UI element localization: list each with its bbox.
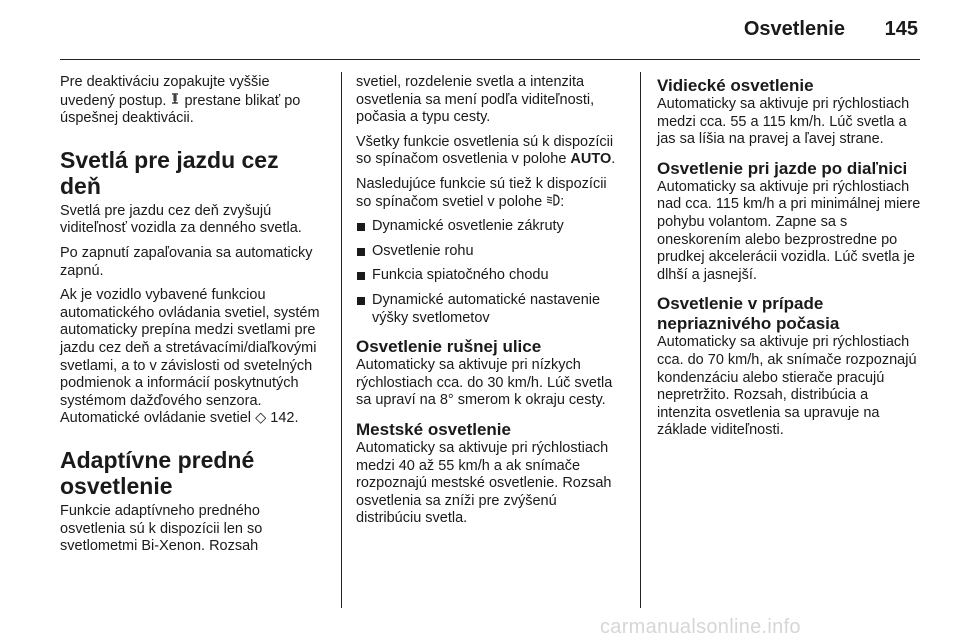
heading-adaptive-lighting: Adaptívne predné osvetlenie: [60, 446, 255, 499]
paragraph: Ak je vozidlo vybavené funkciou automatického ovládania svetiel, systém automaticky prepína medzi svetlami pre jazdu cez deň a stretávacími/diaľkovými svetlami, a to v závislosti od svetelných podmienok a informácií poskytnutých systémom dažďového senzora. Automatické ovládanie svetiel ◇ 142.: [60, 287, 320, 427]
paragraph: Nasledujúce funkcie sú tiež k dispozícii so spínačom svetiel v polohe :: [356, 175, 607, 210]
heading-motorway-lighting: Osvetlenie pri jazde po diaľnici: [657, 158, 908, 178]
heading-adverse-weather-lighting: Osvetlenie v prípade nepriaznivého počasia: [657, 294, 840, 334]
paragraph: Automaticky sa aktivuje pri rýchlostiach medzi 40 až 55 km/h a ak snímače rozpoznajú mestské osvetlenie. Rozsah osvetlenia sa zníži pre zvýšenú distribúciu svetla.: [356, 439, 612, 527]
list-item: Dynamické osvetlenie zákruty: [356, 218, 618, 236]
fog-light-icon: [170, 92, 180, 107]
paragraph: Funkcie adaptívneho predného osvetlenia sú k dispozícii len so svetlometmi Bi-Xenon. Rozsah: [60, 502, 263, 555]
list-item: Osvetlenie rohu: [356, 243, 618, 261]
heading-town-lighting: Mestské osvetlenie: [356, 419, 511, 439]
page-header: [60, 0, 920, 60]
heading-busy-street-lighting: Osvetlenie rušnej ulice: [356, 337, 542, 357]
bullet-icon: [357, 272, 365, 280]
column-2: [356, 74, 618, 535]
list-item: Funkcia spiatočného chodu: [356, 267, 618, 285]
paragraph: Po zapnutí zapaľovania sa automaticky zapnú.: [60, 244, 313, 279]
column-3: [657, 74, 921, 447]
bullet-icon: [357, 297, 365, 305]
intro-paragraph: Pre deaktiváciu zopakujte vyššie uvedený postup. prestane blikať po úspešnej deaktivácii.: [60, 74, 301, 127]
bullet-icon: [357, 248, 365, 256]
paragraph: Automaticky sa aktivuje pri rýchlostiach medzi cca. 55 a 115 km/h. Lúč svetla a jas sa líšia na pravej a ľavej strane.: [657, 96, 910, 148]
heading-country-lighting: Vidiecké osvetlenie: [657, 76, 814, 95]
column-1: [60, 74, 324, 563]
page-ref-link[interactable]: 142.: [270, 410, 299, 427]
feature-list: [356, 218, 618, 327]
watermark: carmanualsonline.info: [600, 616, 801, 638]
paragraph: svetiel, rozdelenie svetla a intenzita osvetlenia sa mení podľa viditeľnosti, počasia a typu cesty.: [356, 74, 595, 126]
paragraph: Všetky funkcie osvetlenia sú k dispozícii so spínačom osvetlenia v polohe AUTO.: [356, 133, 616, 168]
low-beam-icon: [546, 194, 560, 208]
paragraph: Automaticky sa aktivuje pri rýchlostiach cca. do 70 km/h, ak snímače rozpoznajú kondenzáciu alebo stierače pracujú nepretržito. Rozsah, distribúcia a intenzita osvetlenia sa upravuje na základe viditeľnosti.: [657, 334, 917, 439]
column-divider: [341, 72, 342, 608]
paragraph: Automaticky sa aktivuje pri nízkych rýchlostiach cca. do 30 km/h. Lúč svetla sa upraví na 8° smerom k okraju cesty.: [356, 357, 613, 409]
page-title: Osvetlenie: [743, 18, 845, 40]
bullet-icon: [357, 223, 365, 231]
column-divider: [640, 72, 641, 608]
paragraph: Svetlá pre jazdu cez deň zvyšujú viditeľnosť vozidla za denného svetla.: [60, 202, 302, 237]
page-ref-arrow-icon[interactable]: ◇: [255, 410, 267, 427]
page-number: 145: [884, 18, 918, 40]
heading-daytime-lights: Svetlá pre jazdu cez deň: [60, 146, 279, 199]
auto-keyword: AUTO: [570, 151, 612, 168]
header-rule: [60, 59, 920, 60]
paragraph: Automaticky sa aktivuje pri rýchlostiach nad cca. 115 km/h a pri minimálnej miere pohybu volantom. Zapne sa s oneskorením alebo bezprostredne po prudkej akcelerácii vozidla. Lúč svetla je dlhší a jasnejší.: [657, 178, 921, 283]
list-item: Dynamické automatické nastavenie výšky svetlometov: [356, 292, 618, 327]
